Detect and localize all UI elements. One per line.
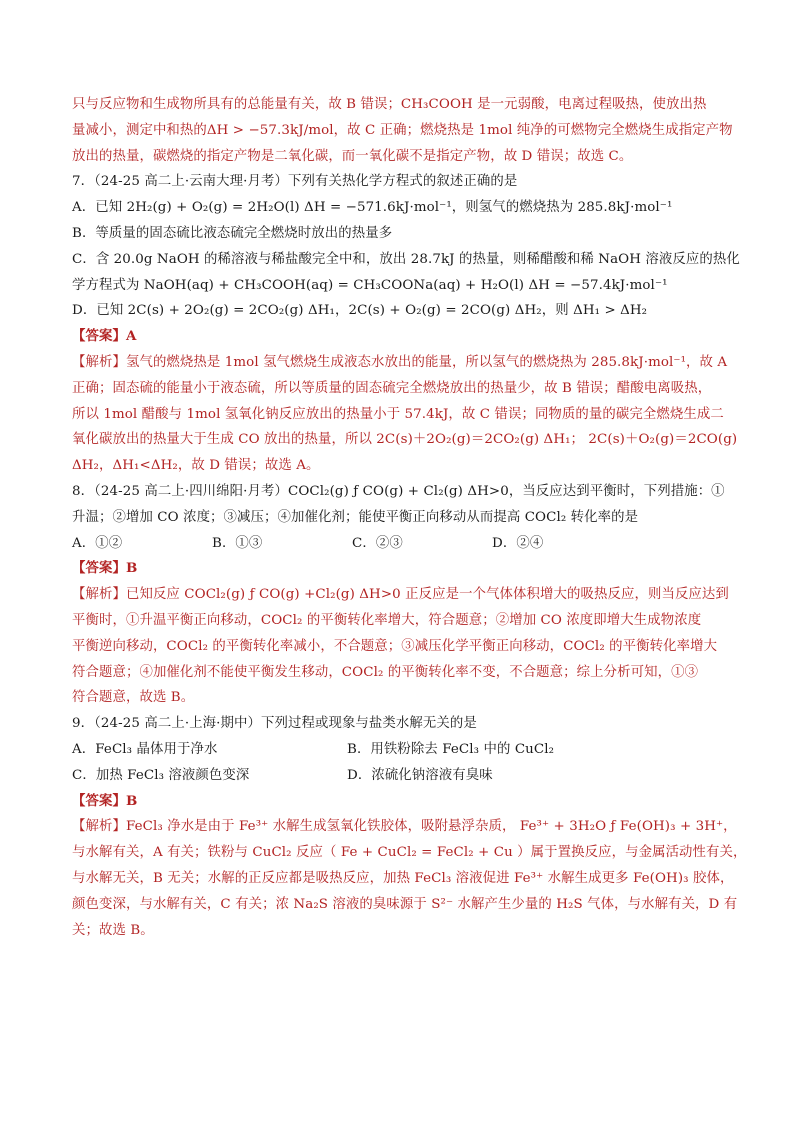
document-page [72,92,747,943]
text-line: 平衡时，①升温平衡正向移动，COCl₂ 的平衡转化率增大，符合题意；②增加 CO 浓度即增大生成物浓度 [72,612,702,628]
text-line: 氧化碳放出的热量大于生成 CO 放出的热量，所以 2C(s)＋2O₂(g)＝2CO₂(g) ΔH₁； 2C(s)＋O₂(g)＝2CO(g) [72,432,738,448]
text-line: 关；故选 B。 [72,922,154,938]
text-line: 量减小，测定中和热的ΔH > −57.3kJ/mol，故 C 正确；燃烧热是 1mol 纯净的可燃物完全燃烧生成指定产物 [72,122,733,138]
text-line: 【解析】FeCl₃ 净水是由于 Fe³⁺ 水解生成氢氧化铁胶体，吸附悬浮杂质， Fe³⁺ + 3H₂O ƒ Fe(OH)₃ + 3H⁺， [72,819,737,835]
option-text: D．浓硫化钠溶液有臭味 [347,767,493,783]
text-line [72,531,724,557]
text-line: 正确；固态硫的能量小于液态硫，所以等质量的固态硫完全燃烧放出的热量少，故 B 错误；醋酸电离吸热， [72,380,712,396]
option-text: A．FeCl₃ 晶体用于净水 [72,741,218,757]
option-text: B．用铁粉除去 FeCl₃ 中的 CuCl₂ [347,741,555,757]
text-line: B．等质量的固态硫比液态硫完全燃烧时放出的热量多 [72,225,393,241]
text-line: 8．（24-25 高二上·四川绵阳·月考）COCl₂(g) ƒ CO(g) + Cl₂(g) ΔH>0，当反应达到平衡时，下列措施：① [72,483,725,499]
text-line: 9．（24-25 高二上·上海·期中）下列过程或现象与盐类水解无关的是 [72,716,477,732]
answer-label: 【答案】B [72,560,138,577]
text-line: 7．（24-25 高二上·云南大理·月考）下列有关热化学方程式的叙述正确的是 [72,174,518,190]
answer-label: 【答案】B [72,792,138,809]
text-line: 颜色变深，与水解有关，C 有关；浓 Na₂S 溶液的臭味源于 S²⁻ 水解产生少量的 H₂S 气体，与水解有关，D 有 [72,896,738,912]
text-line [72,763,724,789]
option-text: D．②④ [492,535,544,551]
answer-label: 【答案】A [72,328,137,345]
text-line: 只与反应物和生成物所具有的总能量有关，故 B 错误；CH₃COOH 是一元弱酸，电离过程吸热，使放出热 [72,97,707,112]
option-text: C．②③ [352,535,403,551]
text-line: 升温；②增加 CO 浓度；③减压；④加催化剂；能使平衡正向移动从而提高 COCl₂ 转化率的是 [72,509,639,525]
text-line: 所以 1mol 醋酸与 1mol 氢氧化钠反应放出的热量小于 57.4kJ，故 C 错误；同物质的量的碳完全燃烧生成二 [72,406,724,422]
text-line: 【解析】已知反应 COCl₂(g) ƒ CO(g) +Cl₂(g) ΔH>0 正反应是一个气体体积增大的吸热反应，则当反应达到 [72,587,729,603]
text-line: 【解析】氢气的燃烧热是 1mol 氢气燃烧生成液态水放出的能量，所以氢气的燃烧热为 285.8kJ·mol⁻¹，故 A [72,354,728,370]
text-line: ΔH₂，ΔH₁<ΔH₂，故 D 错误；故选 A。 [72,458,320,474]
text-line: 与水解无关，B 无关；水解的正反应都是吸热反应，加热 FeCl₃ 溶液促进 Fe³⁺ 水解生成更多 Fe(OH)₃ 胶体， [72,870,734,886]
text-line: 符合题意，故选 B。 [72,690,195,706]
option-text: B．①③ [212,535,263,551]
text-line: D．已知 2C(s) + 2O₂(g) = 2CO₂(g) ΔH₁，2C(s) + O₂(g) = 2CO(g) ΔH₂，则 ΔH₁ > ΔH₂ [72,303,648,319]
text-line: 放出的热量，碳燃烧的指定产物是二氧化碳，而一氧化碳不是指定产物，故 D 错误；故选 C。 [72,148,633,164]
text-line: C．含 20.0g NaOH 的稀溶液与稀盐酸完全中和，放出 28.7kJ 的热量，则稀醋酸和稀 NaOH 溶液反应的热化 [72,251,740,267]
text-line: 学方程式为 NaOH(aq) + CH₃COOH(aq) = CH₃COONa(aq) + H₂O(l) ΔH = −57.4kJ·mol⁻¹ [72,277,668,293]
text-line [72,737,724,763]
text-line: 符合题意；④加催化剂不能使平衡发生移动，COCl₂ 的平衡转化率不变，不合题意；综上分析可知，①③ [72,664,699,680]
option-text: A．①② [72,535,123,551]
text-line: A．已知 2H₂(g) + O₂(g) = 2H₂O(l) ΔH = −571.6kJ·mol⁻¹，则氢气的燃烧热为 285.8kJ·mol⁻¹ [72,200,673,216]
text-line: 平衡逆向移动，COCl₂ 的平衡转化率减小，不合题意；③减压化学平衡正向移动，COCl₂ 的平衡转化率增大 [72,638,718,654]
option-text: C．加热 FeCl₃ 溶液颜色变深 [72,767,250,783]
text-line: 与水解有关，A 有关；铁粉与 CuCl₂ 反应（ Fe + CuCl₂ = FeCl₂ + Cu ）属于置换反应，与金属活动性有关， [72,845,747,861]
